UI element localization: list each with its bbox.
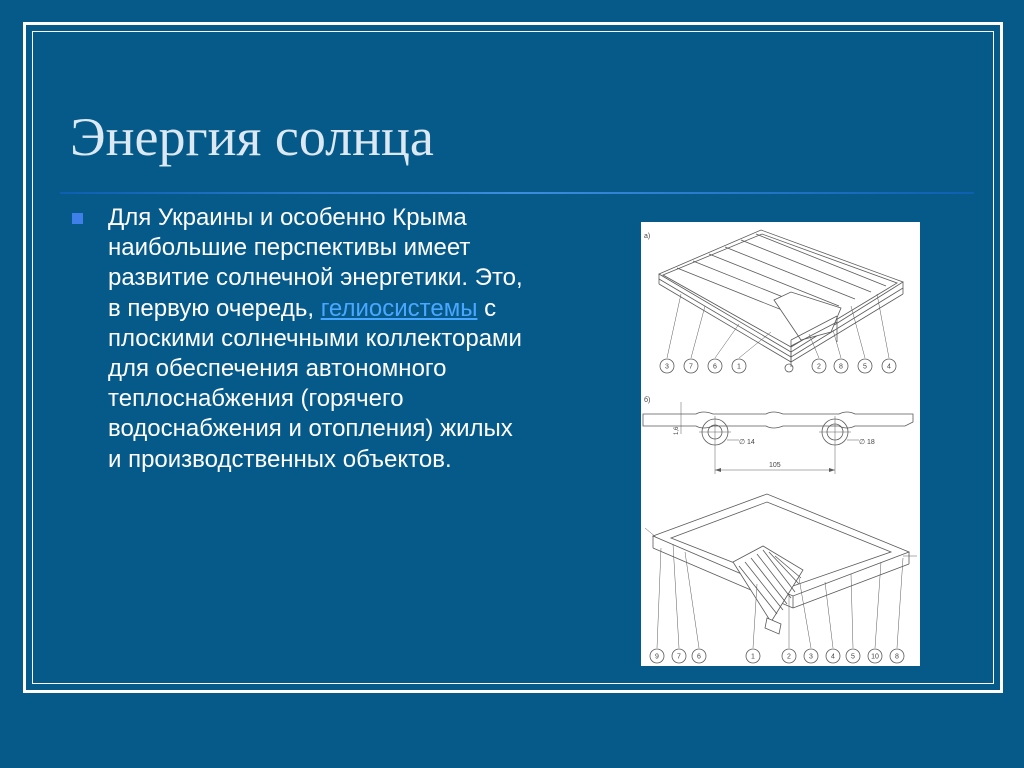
- callout-c-7: 7: [677, 653, 681, 661]
- slide-title: Энергия солнца: [70, 107, 434, 167]
- callout-a-7: 7: [689, 363, 693, 371]
- body-text-after-link: с плоскими солнечными коллекторами для обеспечения автономного теплоснабжения (горячего водоснабжения и отопления) жилых и производственных объектов.: [108, 294, 522, 473]
- callout-a-2: 2: [817, 363, 821, 371]
- panel-a-label: а): [644, 233, 651, 240]
- callout-a-3: 3: [665, 363, 669, 371]
- solar-collector-figure: [641, 222, 920, 666]
- bullet-square-icon: [72, 213, 83, 224]
- panel-c-absorber-drawing: [645, 494, 917, 634]
- callout-c-9: 9: [655, 653, 659, 661]
- callout-a-4: 4: [887, 363, 891, 371]
- dim-spacing-105: 105: [769, 462, 781, 469]
- callout-c-1: 1: [751, 653, 755, 661]
- callout-c-4: 4: [831, 653, 835, 661]
- callout-a-6: 6: [713, 363, 717, 371]
- body-text-before-link: Для Украины и особенно Крыма наибольшие перспективы имеет развитие солнечной энергетики. Это, в первую очередь,: [108, 204, 523, 322]
- callout-c-6: 6: [697, 653, 701, 661]
- panel-b-section-drawing: [643, 396, 913, 474]
- dim-thickness: 1,6: [674, 426, 680, 435]
- dim-diameter-18: ∅ 18: [859, 439, 875, 446]
- heliosystems-link[interactable]: гелиосистемы: [320, 294, 478, 322]
- callout-a-5: 5: [863, 363, 867, 371]
- callout-c-10: 10: [871, 653, 879, 661]
- callout-a-8: 8: [839, 363, 843, 371]
- dim-diameter-14: ∅ 14: [739, 439, 755, 446]
- panel-a-callouts: [660, 359, 896, 373]
- bullet-text: [108, 203, 528, 475]
- callout-c-8: 8: [895, 653, 899, 661]
- callout-c-3: 3: [809, 653, 813, 661]
- callout-c-2: 2: [787, 653, 791, 661]
- title-divider: [60, 192, 974, 194]
- callout-c-5: 5: [851, 653, 855, 661]
- panel-a-collector-drawing: [644, 230, 903, 372]
- panel-b-label: б): [644, 397, 651, 404]
- panel-c-callouts: [650, 649, 904, 663]
- callout-a-1: 1: [737, 363, 741, 371]
